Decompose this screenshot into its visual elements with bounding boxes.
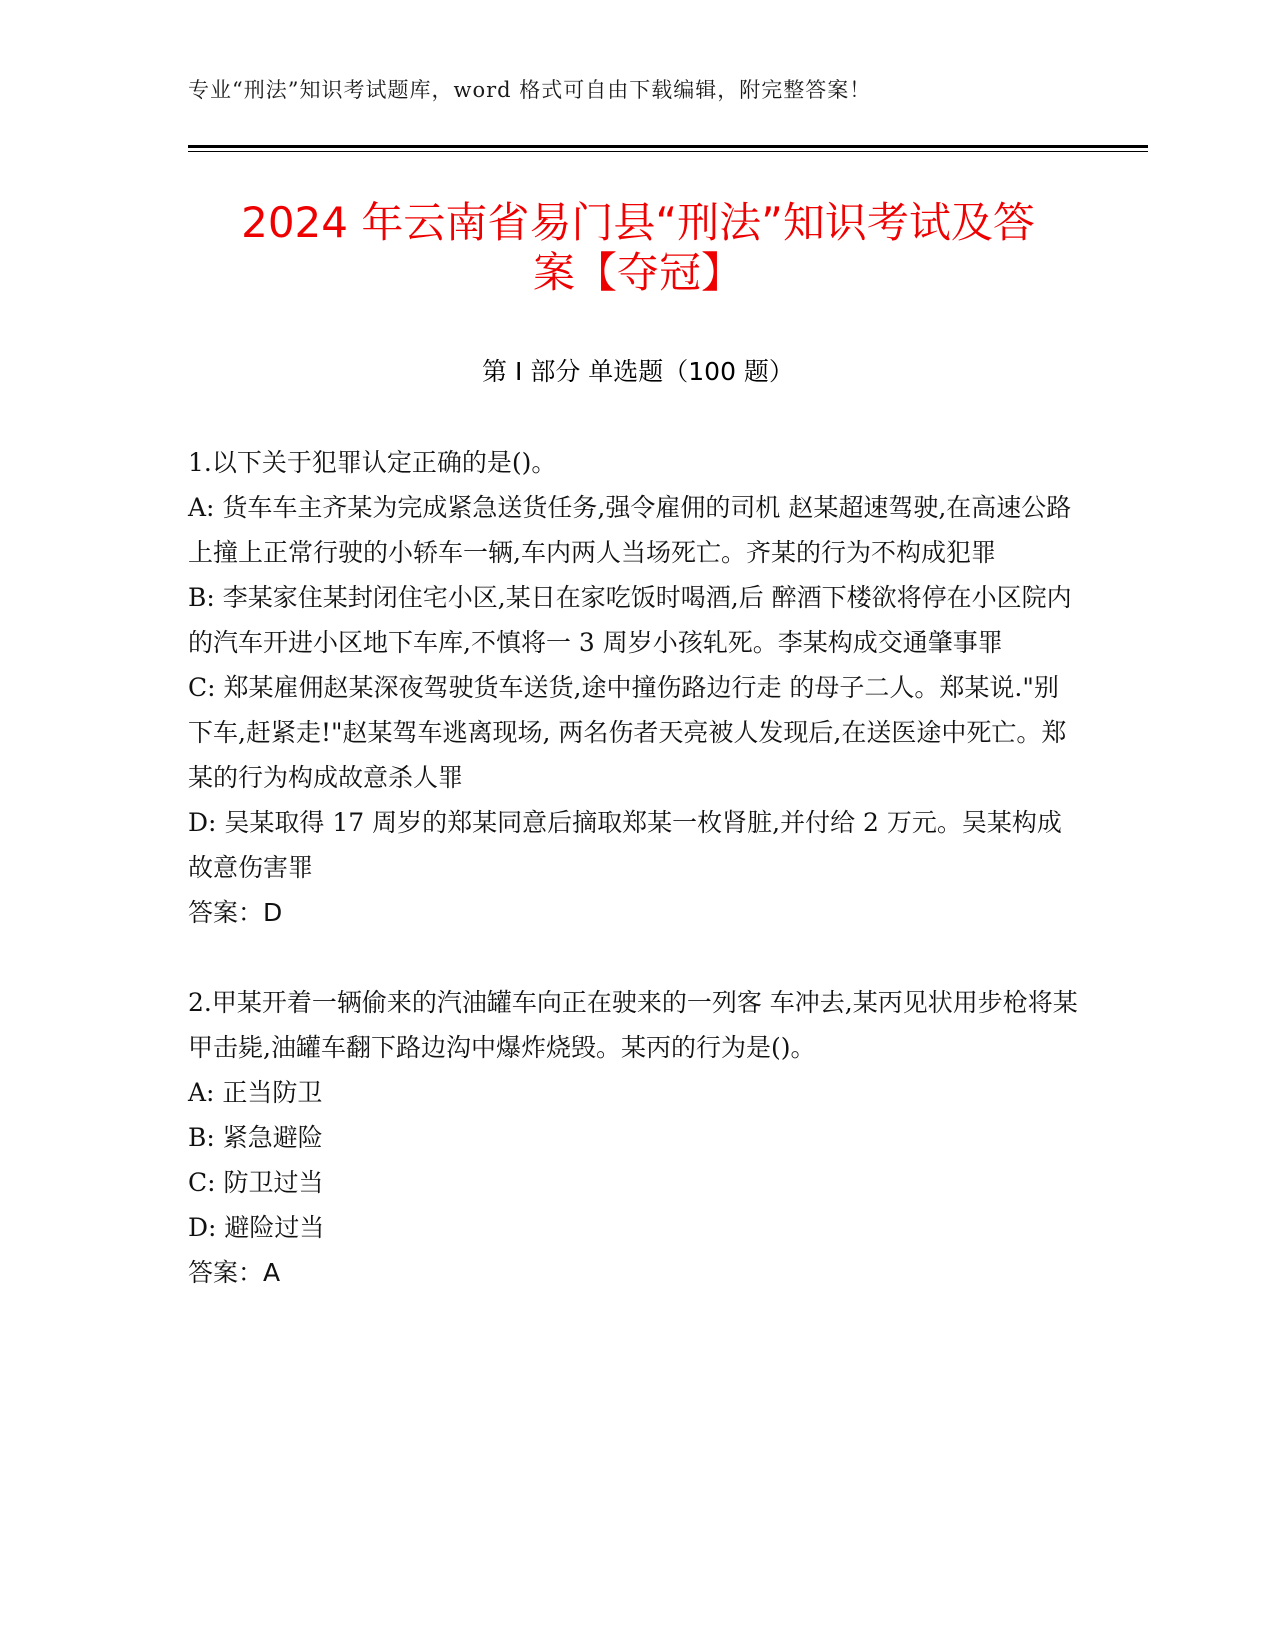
- header-rule-thick: [188, 145, 1148, 148]
- answer: 答案：A: [188, 1258, 281, 1287]
- option-c: C: 郑某雇佣赵某深夜驾驶货车送货,途中撞伤路边行走 的母子二人。郑某说."别下车,赶紧走!"赵某驾车逃离现场, 两名伤者天亮被人发现后,在送医途中死亡。郑某的行为构成故意杀人罪: [188, 673, 1067, 792]
- document-title-line-2: 案【夺冠】: [532, 248, 743, 297]
- header-rule-thin: [188, 151, 1148, 152]
- header-note: 专业“刑法”知识考试题库，word 格式可自由下载编辑，附完整答案！: [188, 78, 872, 102]
- question-stem: 2.甲某开着一辆偷来的汽油罐车向正在驶来的一列客 车冲去,某丙见状用步枪将某甲击毙,油罐车翻下路边沟中爆炸烧毁。某丙的行为是()。: [188, 988, 1078, 1062]
- question-2: [188, 980, 1078, 1295]
- question-stem: 1.以下关于犯罪认定正确的是()。: [188, 448, 557, 477]
- option-d: D: 吴某取得 17 周岁的郑某同意后摘取郑某一枚肾脏,并付给 2 万元。吴某构成故意伤害罪: [188, 808, 1062, 882]
- section-title: 第 I 部分 单选题（100 题）: [482, 357, 794, 386]
- document-title-line-1: 2024 年云南省易门县“刑法”知识考试及答: [241, 198, 1035, 247]
- option-d: D: 避险过当: [188, 1213, 325, 1242]
- option-b: B: 李某家住某封闭住宅小区,某日在家吃饭时喝酒,后 醉酒下楼欲将停在小区院内的汽车开进小区地下车库,不慎将一 3 周岁小孩轧死。李某构成交通肇事罪: [188, 583, 1072, 657]
- option-c: C: 防卫过当: [188, 1168, 324, 1197]
- question-spacer: [188, 935, 1078, 980]
- answer: 答案：D: [188, 898, 283, 927]
- option-a: A: 货车车主齐某为完成紧急送货任务,强令雇佣的司机 赵某超速驾驶,在高速公路上撞上正常行驶的小轿车一辆,车内两人当场死亡。齐某的行为不构成犯罪: [188, 493, 1072, 567]
- question-list: [188, 440, 1078, 1295]
- question-1: [188, 440, 1078, 935]
- document-title: [188, 198, 1088, 298]
- option-a: A: 正当防卫: [188, 1078, 323, 1107]
- option-b: B: 紧急避险: [188, 1123, 323, 1152]
